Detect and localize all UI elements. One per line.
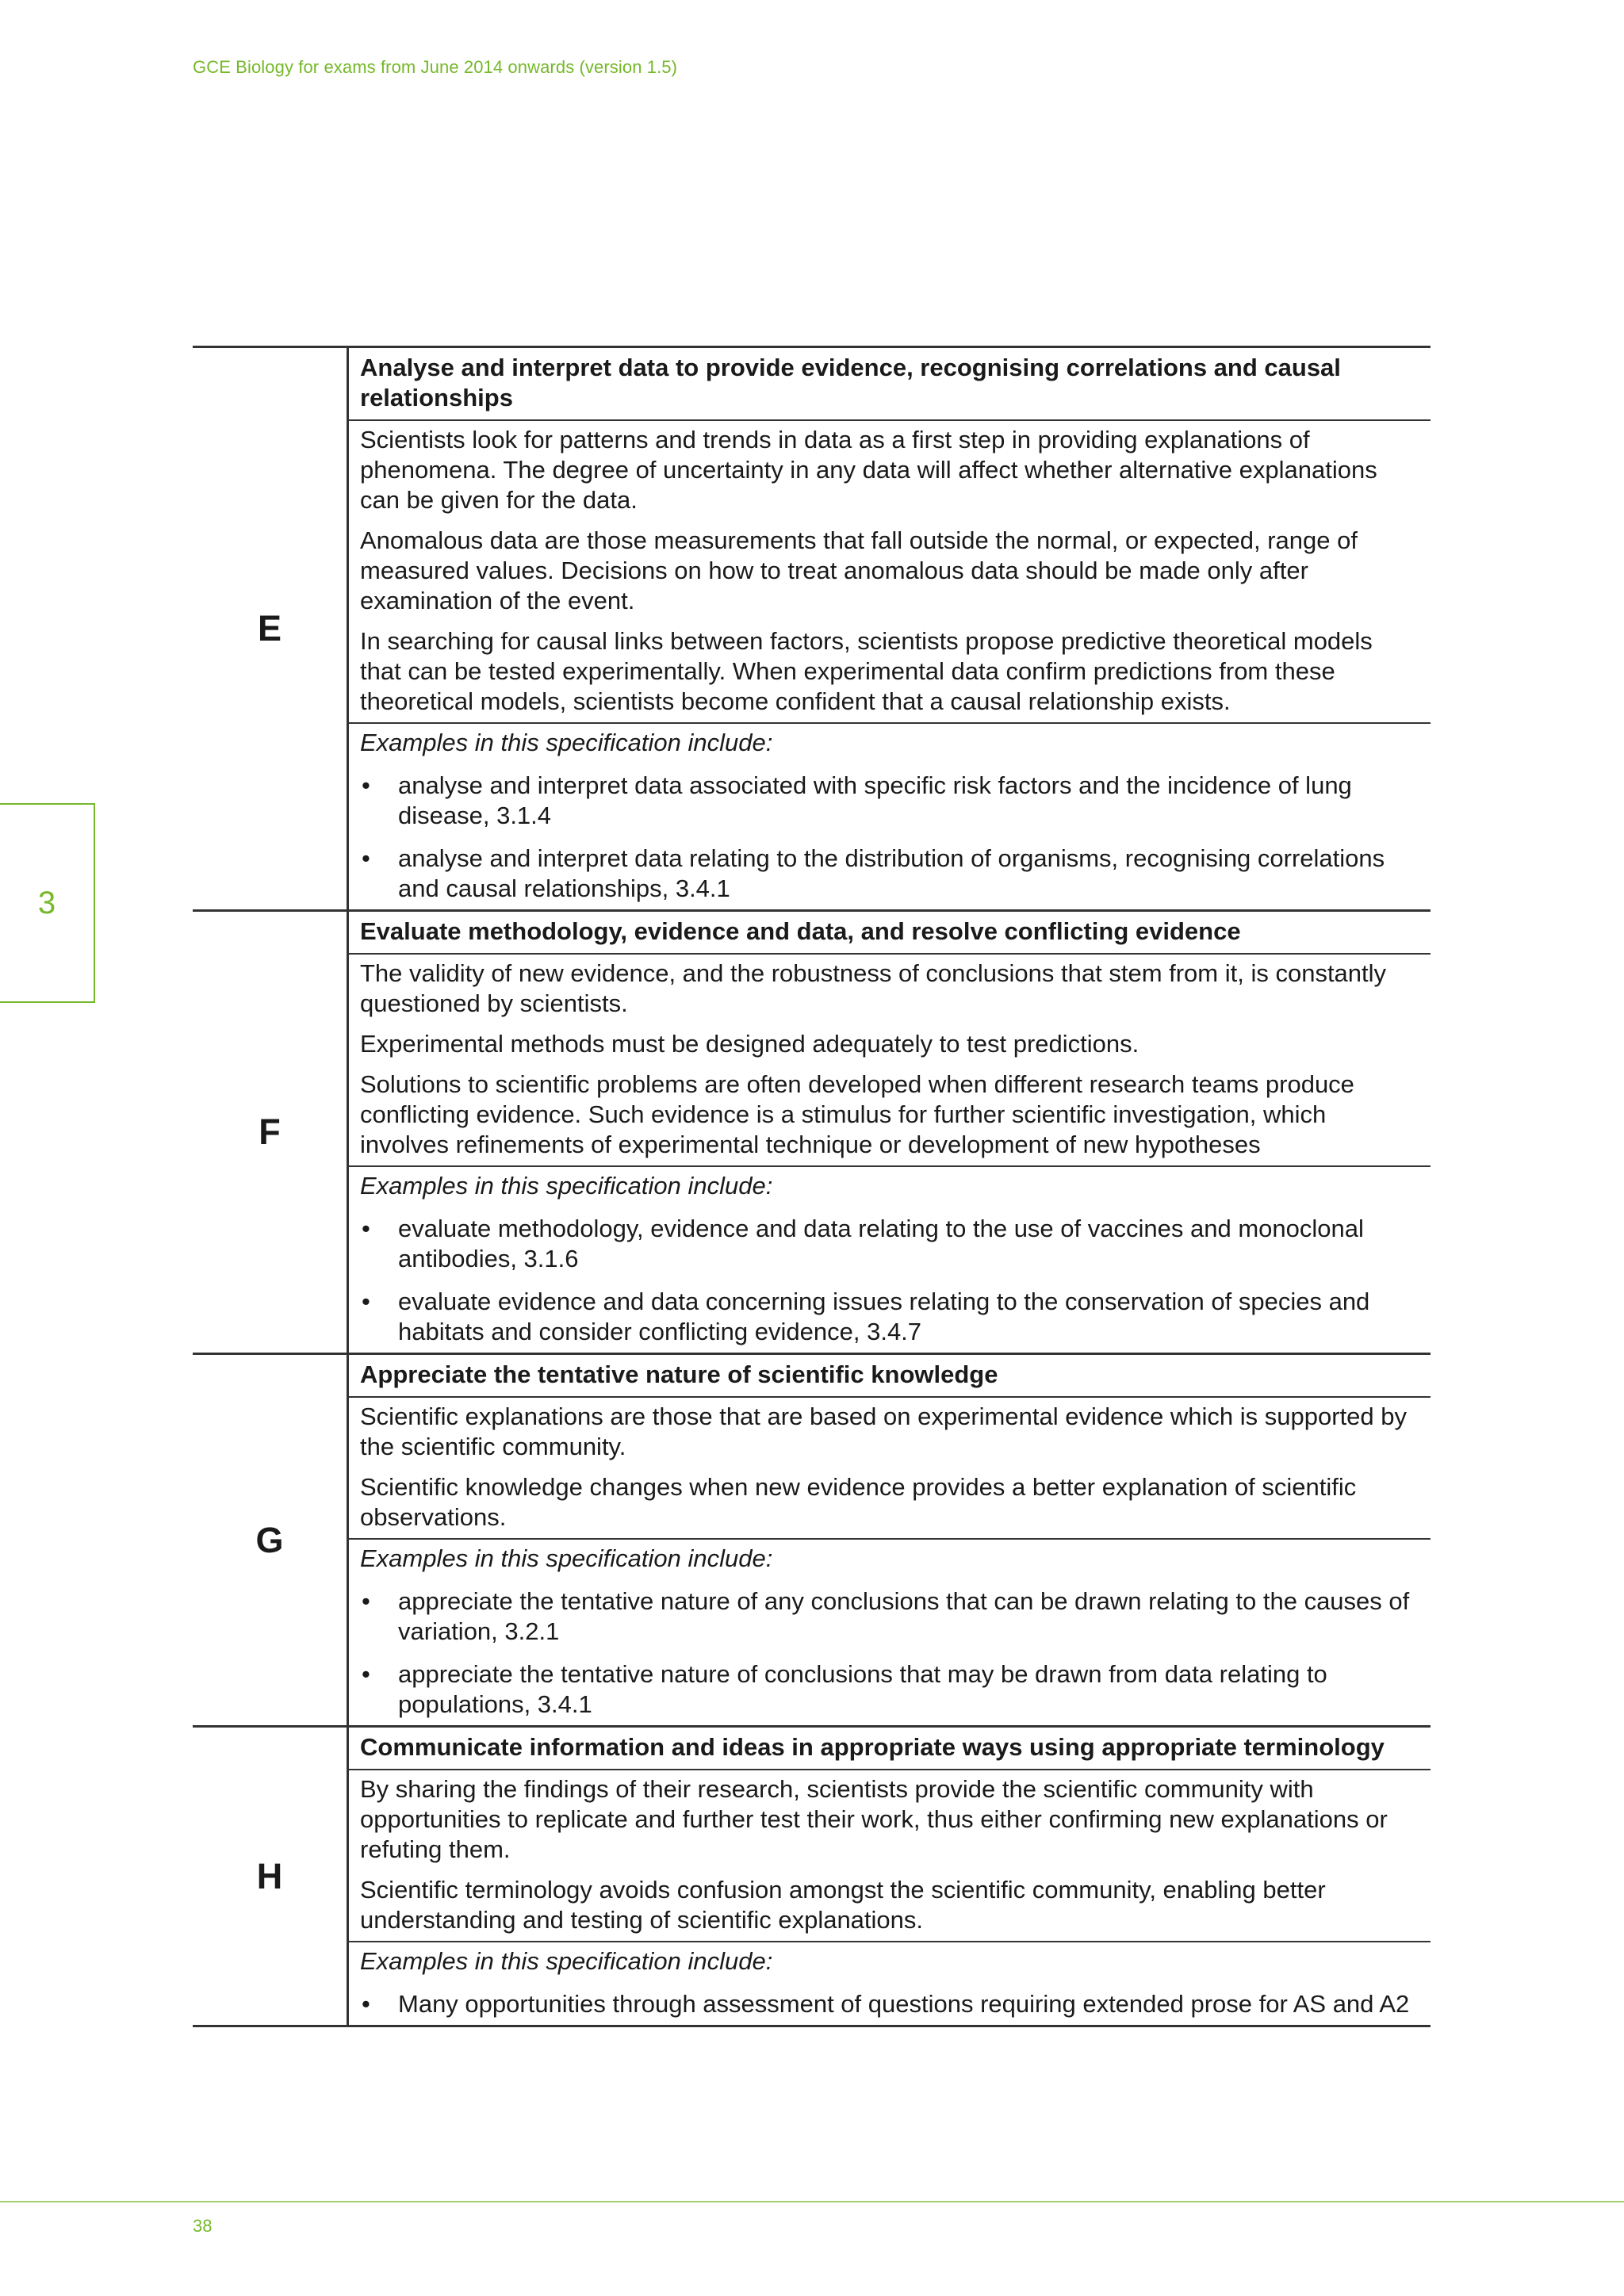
description-paragraph: The validity of new evidence, and the robustness of conclusions that stem from it, is constantly questioned by scientists. [360, 959, 1387, 1017]
examples-label: Examples in this specification include: [360, 1947, 773, 1975]
skill-row-e [193, 347, 1431, 911]
examples-list [360, 1586, 1419, 1720]
description-paragraph: Experimental methods must be designed adequately to test predictions. [360, 1030, 1139, 1058]
example-item [360, 1659, 1419, 1720]
skill-body [348, 1727, 1431, 2026]
skills-table [193, 346, 1431, 2027]
description-paragraph: By sharing the findings of their research, scientists provide the scientific community with opportunities to replicate and further test their work, thus either confirming new explanations or refuting them. [360, 1775, 1388, 1863]
description-paragraph: Scientific terminology avoids confusion amongst the scientific community, enabling better understanding and testing of scientific explanations. [360, 1876, 1326, 1934]
description-paragraph: Scientific knowledge changes when new evidence provides a better explanation of scientific observations. [360, 1473, 1357, 1531]
description-paragraph: Anomalous data are those measurements that fall outside the normal, or expected, range of measured values. Decisions on how to treat anomalous data should be made only after examination of the event. [360, 526, 1358, 614]
skill-heading: Appreciate the tentative nature of scientific knowledge [360, 1360, 998, 1388]
skill-letter: H [193, 1727, 348, 2026]
example-text: analyse and interpret data associated with specific risk factors and the incidence of lung disease, 3.1.4 [398, 771, 1352, 829]
skill-examples [349, 722, 1431, 909]
bullet-icon: • [362, 1990, 370, 2018]
description-paragraph: Solutions to scientific problems are often developed when different research teams produce conflicting evidence. Such evidence is a stimulus for further scientific investigation, which involves refinements of experimental technique or development of new hypotheses [360, 1070, 1354, 1158]
example-text: evaluate evidence and data concerning issues relating to the conservation of species and habitats and consider conflicting evidence, 3.4.7 [398, 1288, 1370, 1345]
bullet-icon: • [362, 1660, 370, 1688]
skill-description [349, 1396, 1431, 1538]
description-paragraph: Scientific explanations are those that are based on experimental evidence which is supported by the scientific community. [360, 1402, 1408, 1460]
bullet-icon: • [362, 1215, 370, 1242]
skill-heading: Communicate information and ideas in appropriate ways using appropriate terminology [360, 1733, 1385, 1761]
example-item [360, 1989, 1419, 2019]
example-item [360, 1287, 1419, 1347]
examples-list [360, 1989, 1419, 2019]
skill-description [349, 953, 1431, 1165]
section-tab [0, 803, 95, 1003]
skill-row-h [193, 1727, 1431, 2026]
examples-list [360, 771, 1419, 904]
skill-description [349, 419, 1431, 722]
skill-letter: E [193, 347, 348, 911]
skill-body [348, 1354, 1431, 1727]
skill-heading: Analyse and interpret data to provide evidence, recognising correlations and causal relationships [360, 354, 1341, 411]
skill-description [349, 1769, 1431, 1941]
examples-label: Examples in this specification include: [360, 1544, 773, 1572]
running-header: GCE Biology for exams from June 2014 onwards (version 1.5) [193, 57, 678, 77]
skill-body [348, 911, 1431, 1354]
example-item [360, 844, 1419, 904]
skill-examples [349, 1165, 1431, 1353]
example-text: analyse and interpret data relating to the distribution of organisms, recognising correlations and causal relationships, 3.4.1 [398, 844, 1385, 902]
bullet-icon: • [362, 844, 370, 872]
examples-list [360, 1214, 1419, 1347]
example-text: Many opportunities through assessment of questions requiring extended prose for AS and A2 [398, 1990, 1410, 2018]
footer-divider [0, 2201, 1624, 2202]
skill-body [348, 347, 1431, 911]
example-text: evaluate methodology, evidence and data relating to the use of vaccines and monoclonal antibodies, 3.1.6 [398, 1215, 1364, 1272]
examples-label: Examples in this specification include: [360, 729, 773, 756]
example-text: appreciate the tentative nature of any conclusions that can be drawn relating to the causes of variation, 3.2.1 [398, 1587, 1410, 1645]
example-item [360, 1586, 1419, 1647]
skill-row-f [193, 911, 1431, 1354]
skill-letter: G [193, 1354, 348, 1727]
skill-examples [349, 1941, 1431, 2025]
section-number: 3 [37, 885, 56, 920]
example-item [360, 771, 1419, 831]
bullet-icon: • [362, 1288, 370, 1315]
example-text: appreciate the tentative nature of conclusions that may be drawn from data relating to populations, 3.4.1 [398, 1660, 1327, 1718]
description-paragraph: In searching for causal links between factors, scientists propose predictive theoretical models that can be tested experimentally. When experimental data confirm predictions from these theoretical models, scientists become confident that a causal relationship exists. [360, 627, 1373, 715]
bullet-icon: • [362, 771, 370, 799]
description-paragraph: Scientists look for patterns and trends in data as a first step in providing explanations of phenomena. The degree of uncertainty in any data will affect whether alternative explanations can be given for the data. [360, 426, 1377, 514]
skill-heading: Evaluate methodology, evidence and data, and resolve conflicting evidence [360, 917, 1241, 945]
skill-letter: F [193, 911, 348, 1354]
page-number: 38 [193, 2216, 213, 2236]
bullet-icon: • [362, 1587, 370, 1615]
skill-row-g [193, 1354, 1431, 1727]
examples-label: Examples in this specification include: [360, 1172, 773, 1200]
skill-examples [349, 1538, 1431, 1725]
example-item [360, 1214, 1419, 1274]
